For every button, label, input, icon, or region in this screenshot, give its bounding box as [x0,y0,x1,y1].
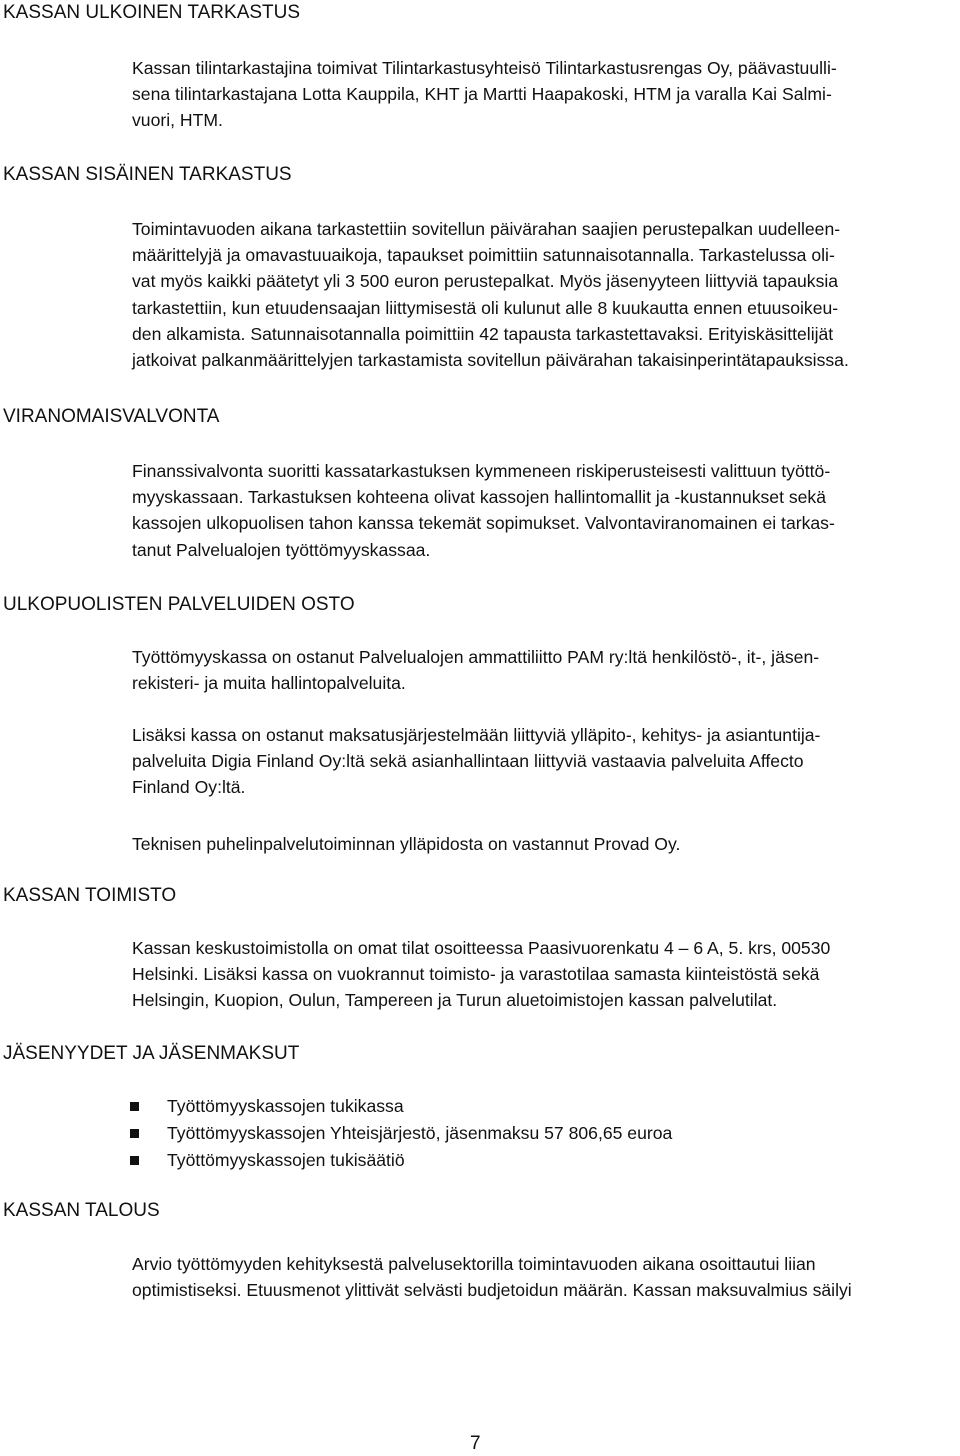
text-line: sena tilintarkastajana Lotta Kauppila, KHT ja Martti Haapakoski, HTM ja varalla Kai Salmi- [132,84,832,105]
text-line: Kassan tilintarkastajina toimivat Tilintarkastusyhteisö Tilintarkastusrengas Oy, päävastuulli- [132,58,837,78]
heading-ulkopuolisten-palveluiden-osto: ULKOPUOLISTEN PALVELUIDEN OSTO [3,594,355,615]
list-item-label: Työttömyyskassojen Yhteisjärjestö, jäsenmaksu 57 806,65 euroa [167,1123,673,1143]
paragraph-sisainen-tarkastus [132,216,940,373]
text-line: rekisteri- ja muita hallintopalveluita. [132,673,406,694]
text-line: den alkamista. Satunnaisotannalla poimittiin 42 tapausta tarkastettavaksi. Erityiskäsittelijät [132,323,834,344]
list-item-label: Työttömyyskassojen tukisäätiö [167,1150,405,1170]
text-line: Finland Oy:ltä. [132,777,246,798]
paragraph-pam-palvelut [132,644,940,696]
heading-kassan-ulkoinen-tarkastus: KASSAN ULKOINEN TARKASTUS [3,2,301,23]
text-line: Finanssivalvonta suoritti kassatarkastuksen kymmeneen riskiperusteisesti valittuun työttö- [132,461,831,481]
text-line: vat myös kaikki päätetyt yli 3 500 euron perustepalkat. Myös jäsenyyteen liittyviä tapauksia [132,271,839,292]
text-line: myyskassaan. Tarkastuksen kohteena olivat kassojen hallintomallit ja -kustannukset sekä [132,487,827,508]
heading-viranomaisvalvonta: VIRANOMAISVALVONTA [3,406,220,427]
text-line: Helsinki. Lisäksi kassa on vuokrannut toimisto- ja varastotilaa samasta kiinteistöstä sekä [132,964,820,985]
list-item [130,1147,672,1174]
text-line: vuori, HTM. [132,110,223,131]
heading-kassan-talous: KASSAN TALOUS [3,1200,160,1221]
text-line: tarkastettiin, kun etuudensaajan liittymisestä oli kulunut alle 8 kuukautta ennen etuusoikeu- [132,297,839,318]
text-line: optimistiseksi. Etuusmenot ylittivät selvästi budjetoidun määrän. Kassan maksuvalmius säilyi [132,1280,852,1301]
text-line: Työttömyyskassa on ostanut Palvelualojen ammattiliitto PAM ry:ltä henkilöstö-, it-, jäsen- [132,647,820,667]
text-line: Toimintavuoden aikana tarkastettiin sovitellun päivärahan saajien perustepalkan uudelleen- [132,219,841,239]
paragraph-kassan-toimisto [132,935,940,1014]
list-item [130,1120,672,1147]
heading-jasenyydet-ja-jasenmaksut: JÄSENYYDET JA JÄSENMAKSUT [3,1043,300,1064]
list-item [130,1093,672,1120]
text-line: kassojen ulkopuolisen tahon kanssa tekemät sopimukset. Valvontaviranomainen ei tarkas- [132,513,835,534]
paragraph-kassan-talous [132,1251,940,1303]
text-line: Lisäksi kassa on ostanut maksatusjärjestelmään liittyviä ylläpito-, kehitys- ja asiantuntija- [132,725,821,745]
square-bullet-icon [130,1129,139,1138]
heading-kassan-sisainen-tarkastus: KASSAN SISÄINEN TARKASTUS [3,164,292,185]
text-line: määrittelyjä ja omavastuuaikoja, tapaukset poimittiin satunnaisotannalla. Tarkastelussa oli- [132,245,835,266]
paragraph-viranomaisvalvonta [132,458,940,563]
paragraph-ulkoinen-tarkastus [132,55,940,134]
text-line: tanut Palvelualojen työttömyyskassaa. [132,539,431,560]
page-number: 7 [470,1433,481,1454]
paragraph-digia-affecto [132,722,940,801]
text-line: Arvio työttömyyden kehityksestä palvelusektorilla toimintavuoden aikana osoittautui liian [132,1254,816,1274]
membership-list [130,1093,672,1174]
square-bullet-icon [130,1102,139,1111]
paragraph-provad [132,831,940,857]
text-line: Teknisen puhelinpalvelutoiminnan ylläpidosta on vastannut Provad Oy. [132,834,681,854]
heading-kassan-toimisto: KASSAN TOIMISTO [3,885,177,906]
text-line: palveluita Digia Finland Oy:ltä sekä asianhallintaan liittyviä vastaavia palveluita Affecto [132,751,804,772]
list-item-label: Työttömyyskassojen tukikassa [167,1096,404,1116]
text-line: jatkoivat palkanmäärittelyjen tarkastamista sovitellun päivärahan takaisinperintätapauksissa. [132,350,849,371]
square-bullet-icon [130,1156,139,1165]
text-line: Helsingin, Kuopion, Oulun, Tampereen ja Turun aluetoimistojen kassan palvelutilat. [132,990,778,1011]
text-line: Kassan keskustoimistolla on omat tilat osoitteessa Paasivuorenkatu 4 – 6 A, 5. krs, 00530 [132,938,831,958]
